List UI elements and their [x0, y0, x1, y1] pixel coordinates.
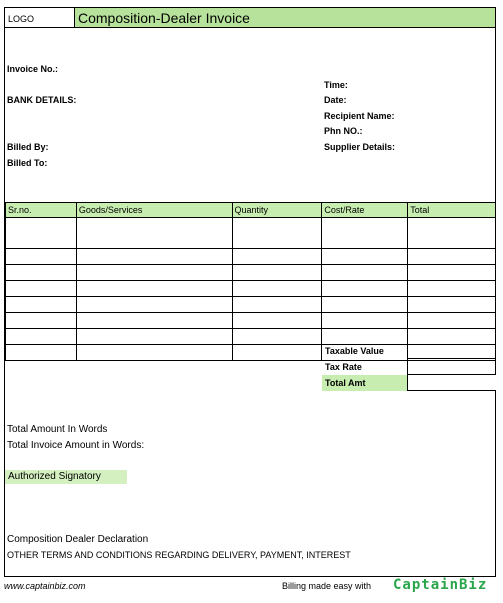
table-cell[interactable]: [408, 249, 496, 265]
table-cell[interactable]: [232, 313, 322, 329]
date-label: Date:: [324, 95, 347, 105]
taxable-value-field[interactable]: [407, 343, 496, 359]
invoice-no-label: Invoice No.:: [7, 64, 59, 74]
col-header-quantity: Quantity: [232, 203, 322, 218]
table-cell[interactable]: [408, 297, 496, 313]
total-amt-row: [322, 375, 496, 391]
table-cell[interactable]: [322, 281, 408, 297]
col-header-cost: Cost/Rate: [322, 203, 408, 218]
invoice-title: Composition-Dealer Invoice: [75, 8, 495, 28]
table-cell[interactable]: [6, 329, 77, 345]
table-cell[interactable]: [76, 297, 232, 313]
col-header-srno: Sr.no.: [6, 203, 77, 218]
taxable-value-label: Taxable Value: [325, 346, 384, 356]
table-cell[interactable]: [322, 218, 408, 249]
total-amount-in-words: Total Amount In Words: [7, 424, 108, 435]
table-cell[interactable]: [6, 345, 77, 361]
terms-and-conditions: OTHER TERMS AND CONDITIONS REGARDING DELIVERY, PAYMENT, INTEREST: [7, 550, 351, 560]
items-header-row: [6, 203, 496, 218]
table-row: [6, 249, 496, 265]
supplier-details-label: Supplier Details:: [324, 142, 396, 152]
table-row: [6, 281, 496, 297]
table-cell[interactable]: [408, 265, 496, 281]
table-row: [6, 313, 496, 329]
table-cell[interactable]: [408, 281, 496, 297]
table-cell[interactable]: [76, 218, 232, 249]
bank-details-label: BANK DETAILS:: [7, 95, 77, 105]
invoice-sheet: [4, 7, 496, 577]
table-cell[interactable]: [232, 249, 322, 265]
table-cell[interactable]: [76, 345, 232, 361]
recipient-name-label: Recipient Name:: [324, 111, 395, 121]
tax-rate-field[interactable]: [407, 359, 496, 375]
table-cell[interactable]: [322, 297, 408, 313]
authorized-signatory: Authorized Signatory: [5, 470, 127, 484]
billed-to-label: Billed To:: [7, 158, 48, 168]
tax-rate-label: Tax Rate: [325, 362, 362, 372]
table-cell[interactable]: [232, 218, 322, 249]
table-cell[interactable]: [76, 281, 232, 297]
table-cell[interactable]: [232, 281, 322, 297]
declaration-heading: Composition Dealer Declaration: [7, 534, 149, 545]
col-header-total: Total: [408, 203, 496, 218]
footer-tagline: Billing made easy with: [282, 581, 372, 591]
table-cell[interactable]: [6, 313, 77, 329]
table-cell[interactable]: [6, 281, 77, 297]
table-cell[interactable]: [322, 313, 408, 329]
table-cell[interactable]: [6, 297, 77, 313]
table-cell[interactable]: [232, 265, 322, 281]
table-cell[interactable]: [232, 297, 322, 313]
table-cell[interactable]: [322, 249, 408, 265]
table-cell[interactable]: [408, 313, 496, 329]
total-amt-field[interactable]: [407, 375, 496, 391]
table-cell[interactable]: [76, 313, 232, 329]
table-row: [6, 218, 496, 249]
website-link[interactable]: www.captainbiz.com: [4, 581, 86, 591]
table-cell[interactable]: [76, 329, 232, 345]
table-cell[interactable]: [6, 218, 77, 249]
table-cell[interactable]: [6, 265, 77, 281]
table-cell[interactable]: [6, 249, 77, 265]
col-header-goods: Goods/Services: [76, 203, 232, 218]
table-cell[interactable]: [408, 218, 496, 249]
taxable-value-row: [322, 343, 496, 359]
table-row: [6, 265, 496, 281]
total-invoice-amount-in-words: Total Invoice Amount in Words:: [7, 440, 145, 451]
table-cell[interactable]: [322, 265, 408, 281]
logo-placeholder: LOGO: [5, 8, 75, 28]
tax-rate-row: [322, 359, 496, 375]
table-cell[interactable]: [76, 249, 232, 265]
time-label: Time:: [324, 80, 348, 90]
phone-no-label: Phn NO.:: [324, 126, 363, 136]
table-cell[interactable]: [232, 345, 322, 361]
table-cell[interactable]: [76, 265, 232, 281]
total-amt-label: Total Amt: [325, 378, 366, 388]
brand-logo: CaptainBiz: [393, 577, 488, 593]
table-cell[interactable]: [232, 329, 322, 345]
table-row: [6, 297, 496, 313]
items-table: [5, 202, 496, 361]
billed-by-label: Billed By:: [7, 142, 49, 152]
